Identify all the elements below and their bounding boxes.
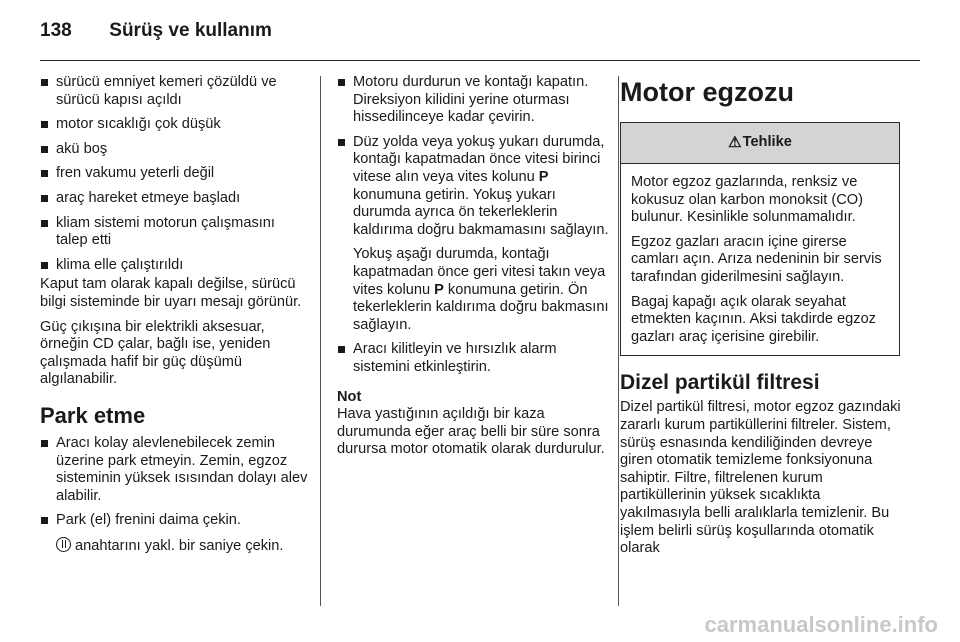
list-item: sürücü emniyet kemeri çözüldü ve sürücü kapısı açıldı [40, 74, 308, 109]
parking-steps-2 [337, 341, 609, 376]
text-span: Düz yolda veya yokuş yukarı durumda, kontağı kapatmadan önce vitesi birinci vitese alın veya vites kolunu [353, 133, 605, 185]
motor-exhaust-heading: Motor egzozu [620, 77, 794, 107]
column-3 [620, 74, 902, 565]
column-divider-1 [320, 76, 321, 606]
dpf-paragraph: Dizel partikül filtresi, motor egzoz gazındaki zararlı kurum partiküllerini filtreler. Sistem, sürüş esnasında kendiliğinden devreye giren otomatik temizleme fonksiyonuna sahiptir. Filtre, filtrelenen kurum partiküllerinin yüksek sıcaklıkta yakılmasıyla belli aralıklarla temizlenir. Bu işlem belirli sürüş koşullarında otomatik olarak [620, 399, 901, 557]
list-item: araç hareket etmeye başladı [40, 190, 308, 208]
list-item: akü boş [40, 141, 308, 159]
column-divider-2 [618, 76, 619, 606]
bold-text: P [434, 281, 444, 298]
header-rule [40, 60, 920, 61]
sub-paragraph [337, 246, 609, 334]
warning-triangle-icon: ⚠ [728, 134, 742, 152]
parking-steps [337, 74, 609, 239]
text-span: konumuna getirin. Yokuş yukarı durumda ayrıca ön tekerleklerin kaldırıma doğru bakmamasını sağlayın. [353, 186, 609, 238]
danger-body [621, 164, 899, 355]
note-text: Hava yastığının açıldığı bir kaza durumunda eğer araç belli bir süre sonra durursa motor otomatik olarak durdurulur. [337, 406, 605, 458]
text-span: Yokuş aşağı durumda, kontağı kapatmadan önce geri vitesi takın veya vites kolunu [353, 246, 606, 298]
condition-list [40, 74, 308, 274]
list-item: Park (el) frenini daima çekin. [40, 512, 308, 530]
column-2 [337, 74, 609, 466]
page-header [40, 20, 272, 42]
bold-text: P [538, 168, 549, 185]
danger-header [621, 123, 899, 164]
danger-box [620, 122, 900, 356]
text-span: konumuna getirin. Ön tekerleklerin kaldırıma doğru bakmasını sağlayın. [353, 281, 609, 333]
list-item: fren vakumu yeterli değil [40, 165, 308, 183]
paragraph: Kaput tam olarak kapalı değilse, sürücü bilgi sisteminde bir uyarı mesajı görünür. [40, 276, 302, 310]
danger-paragraph: Bagaj kapağı açık olarak seyahat etmekten kaçının. Aksi takdirde egzoz gazları araç içerisine girebilir. [631, 293, 876, 345]
column-1 [40, 74, 308, 562]
park-sub-text: anahtarını yakl. bir saniye çekin. [75, 537, 284, 554]
list-item [337, 134, 609, 240]
park-heading: Park etme [40, 402, 146, 428]
dpf-heading: Dizel partikül filtresi [620, 371, 820, 395]
section-title: Sürüş ve kullanım [109, 20, 272, 41]
danger-paragraph: Motor egzoz gazlarında, renksiz ve kokusuz olan karbon monoksit (CO) bulunur. Kesinlikle solunmamalıdır. [631, 174, 863, 226]
page-number: 138 [40, 20, 72, 41]
list-item: Aracı kolay alevlenebilecek zemin üzerine park etmeyin. Zemin, egzoz sisteminin yüksek ısısından dolayı alev alabilir. [40, 435, 308, 505]
watermark: carmanualsonline.info [704, 612, 938, 637]
list-item: kliam sistemi motorun çalışmasını talep etti [40, 215, 308, 250]
list-item: klima elle çalıştırıldı [40, 257, 308, 275]
list-item: Aracı kilitleyin ve hırsızlık alarm sistemini etkinleştirin. [337, 341, 609, 376]
park-sub-paragraph [40, 537, 308, 556]
note-title: Not [337, 388, 362, 405]
danger-title: Tehlike [742, 134, 792, 151]
danger-paragraph: Egzoz gazları aracın içine girerse camları açın. Arıza nedeninin bir servis tarafından giderilmesini sağlayın. [631, 233, 882, 285]
ignition-key-icon [56, 537, 71, 552]
list-item: motor sıcaklığı çok düşük [40, 116, 308, 134]
park-list [40, 435, 308, 530]
paragraph: Güç çıkışına bir elektrikli aksesuar, örneğin CD çalar, bağlı ise, yeniden çalışmada hafif bir güç düşümü algılanabilir. [40, 318, 271, 388]
list-item: Motoru durdurun ve kontağı kapatın. Direksiyon kilidini yerine oturması hissedilinceye kadar çevirin. [337, 74, 609, 127]
